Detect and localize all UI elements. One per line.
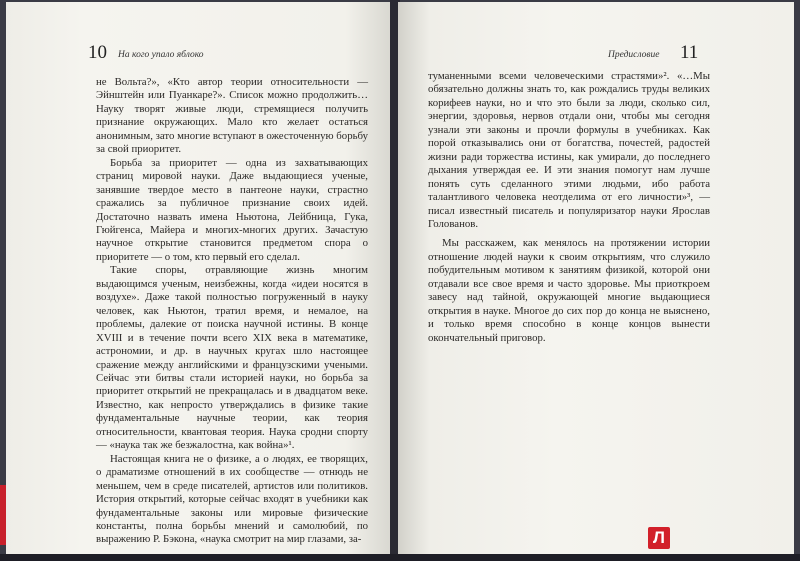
- left-page-body: [96, 76, 368, 547]
- paragraph: Борьба за приоритет — одна из захватывающих страниц мировой науки. Даже выдающиеся ученые, занявшие твердое место в пантеоне науки, страстно сражались за публичное признание своих идей. Достаточно назвать имена Ньютона, Лейбница, Гука, Гюйгенса, Майера и многих-многих других. Зачастую научное открытие становится предметом спора о приоритете — о том, кто первый его сделал.: [96, 156, 368, 263]
- left-page-number: 10: [88, 42, 107, 63]
- left-running-head: На кого упало яблоко: [118, 50, 204, 60]
- right-page-body: [428, 70, 710, 345]
- bottom-edge: [0, 554, 800, 561]
- watermark-logo-icon: Л: [648, 527, 670, 549]
- paragraph: Такие споры, отравляющие жизнь многим выдающимся ученым, неизбежны, когда «идеи носятся в воздухе». Даже такой полностью погруженный в науку человек, как Ньютон, тратил время, и немалое, на проблемы, далекие от поиска научной истины. В конце XVIII и в течение почти всего XIX века в математике, астрономии, и др. в научных кругах шло настоящее сражение между английскими и французскими учеными. Сейчас эти битвы стали историей науки, но борьба за приоритет открытий не прекращалась и в двадцатом веке. Известно, как непросто утверждались в физике такие фундаментальные научные теории, как теория относительности, квантовая теория. Наука сродни спорту — «наука так же безжалостна, как война»¹.: [96, 264, 368, 452]
- right-running-head: Предисловие: [608, 50, 660, 60]
- paragraph: Настоящая книга не о физике, а о людях, ее творящих, о драматизме отношений в их сообществе — отнюдь не меньшем, чем в среде писателей, артистов или политиков. История открытий, которые сейчас входят в учебники как фундаментальные законы или мировые физические константы, полна борьбы мнений и самолюбий, по выражению Р. Бэкона, «наука смотрит на мир глазами, за-: [96, 452, 368, 546]
- paragraph: не Вольта?», «Кто автор теории относительности — Эйнштейн или Пуанкаре?». Список можно продолжить… Науку творят живые люди, стремящиеся получить признание окружающих. Мало кто желает остаться анонимным, зато многие вступают в ожесточенную борьбу за свой приоритет.: [96, 76, 368, 156]
- right-page: [398, 2, 794, 554]
- left-page: [6, 2, 392, 554]
- right-page-number: 11: [680, 42, 699, 63]
- paragraph: туманенными всеми человеческими страстями»². «…Мы обязательно должны знать то, как рождались труды великих корифеев науки, но и что это были за люди, сколько сил, энергии, здоровья, нервов отдали они, чтобы мы сегодня узнали эти законы и прочли формулы в учебниках. Как порой отказывались они от богатства, почестей, радостей жизни ради торжества истины, как умирали, до последнего дыхания утверждая ее. И эти знания помогут нам лучше понять суть сделанного этими людьми, ибо работа талантливого человека неотделима от его личности»³, — писал известный писатель и популяризатор науки Ярослав Голованов.: [428, 70, 710, 230]
- paragraph: Мы расскажем, как менялось на протяжении истории отношение людей науки к своим открытиям, что служило побудительным мотивом к занятиям физикой, которой они отдавали все свое время и часто здоровье. Мы приоткроем завесу над тайной, окружающей многие выдающиеся открытия в науке. Многое до сих пор до конца не выяснено, и только время способно в конце концов вынести окончательный приговор.: [428, 237, 710, 344]
